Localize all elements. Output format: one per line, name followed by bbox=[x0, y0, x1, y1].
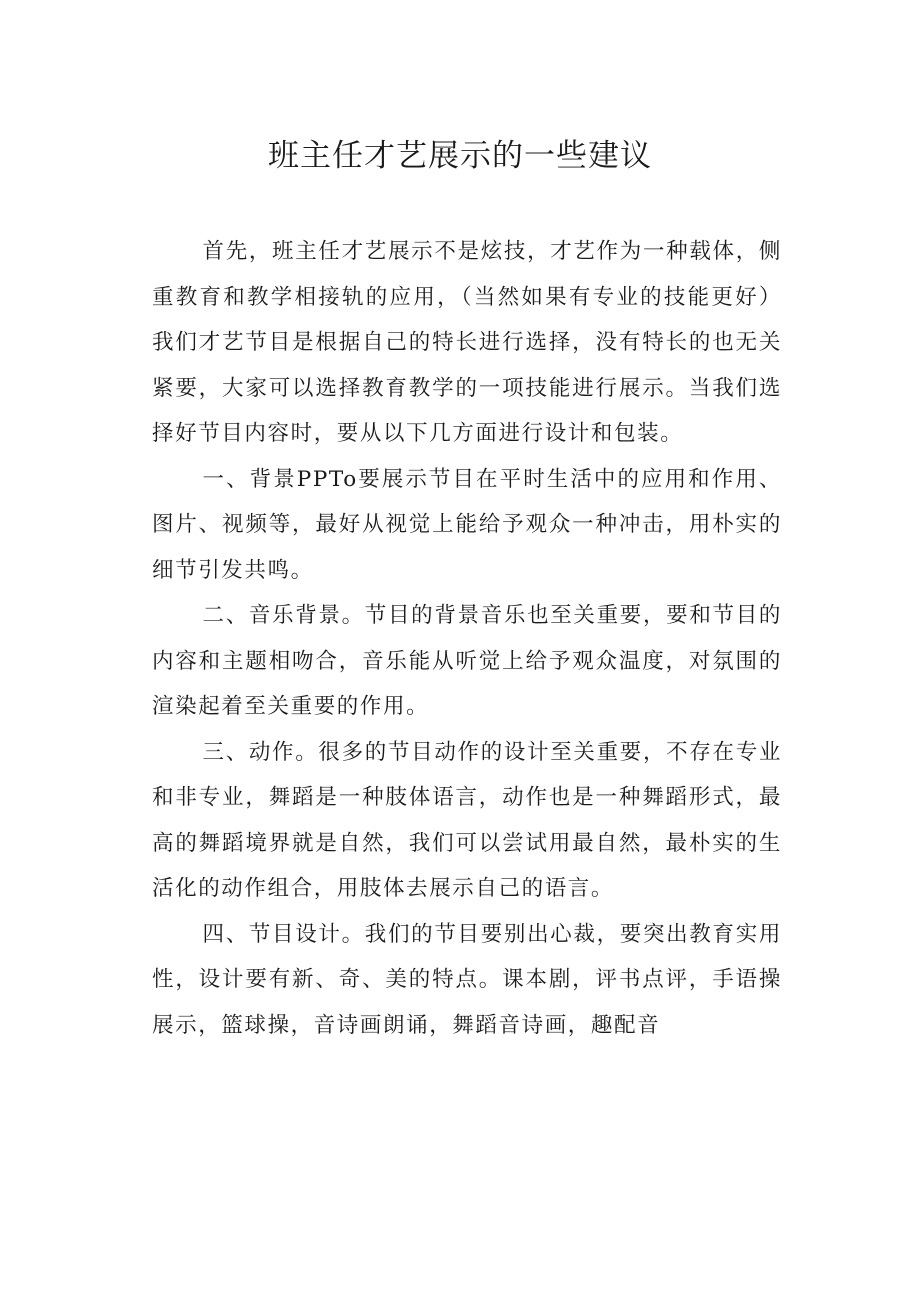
paragraph-music: 二、音乐背景。节目的背景音乐也至关重要，要和节目的内容和主题相吻合，音乐能从听觉上给予观众温度，对氛围的渲染起着至关重要的作用。 bbox=[152, 603, 782, 719]
paragraph-program-design: 四、节目设计。我们的节目要别出心裁，要突出教育实用性，设计要有新、奇、美的特点。课本剧，评书点评，手语操展示，篮球操，音诗画朗诵，舞蹈音诗画，趣配音 bbox=[152, 921, 782, 1038]
paragraph-movement: 三、动作。很多的节目动作的设计至关重要，不存在专业和非专业，舞蹈是一种肢体语言，动作也是一种舞蹈形式，最高的舞蹈境界就是自然，我们可以尝试用最自然，最朴实的生活化的动作组合，用肢体去展示自己的语言。 bbox=[152, 739, 782, 901]
document-title: 班主任才艺展示的一些建议 bbox=[268, 138, 652, 174]
paragraph-intro: 首先，班主任才艺展示不是炫技，才艺作为一种载体，侧重教育和教学相接轨的应用，（当然如果有专业的技能更好）我们才艺节目是根据自己的特长进行选择，没有特长的也无关紧要，大家可以选择教育教学的一项技能进行展示。当我们选择好节目内容时，要从以下几方面进行设计和包装。 bbox=[152, 239, 782, 446]
paragraph-background-ppt: 一、背景PPTo要展示节目在平时生活中的应用和作用、图片、视频等，最好从视觉上能给予观众一种冲击，用朴实的细节引发共鸣。 bbox=[152, 466, 782, 583]
document-body bbox=[152, 229, 782, 1048]
